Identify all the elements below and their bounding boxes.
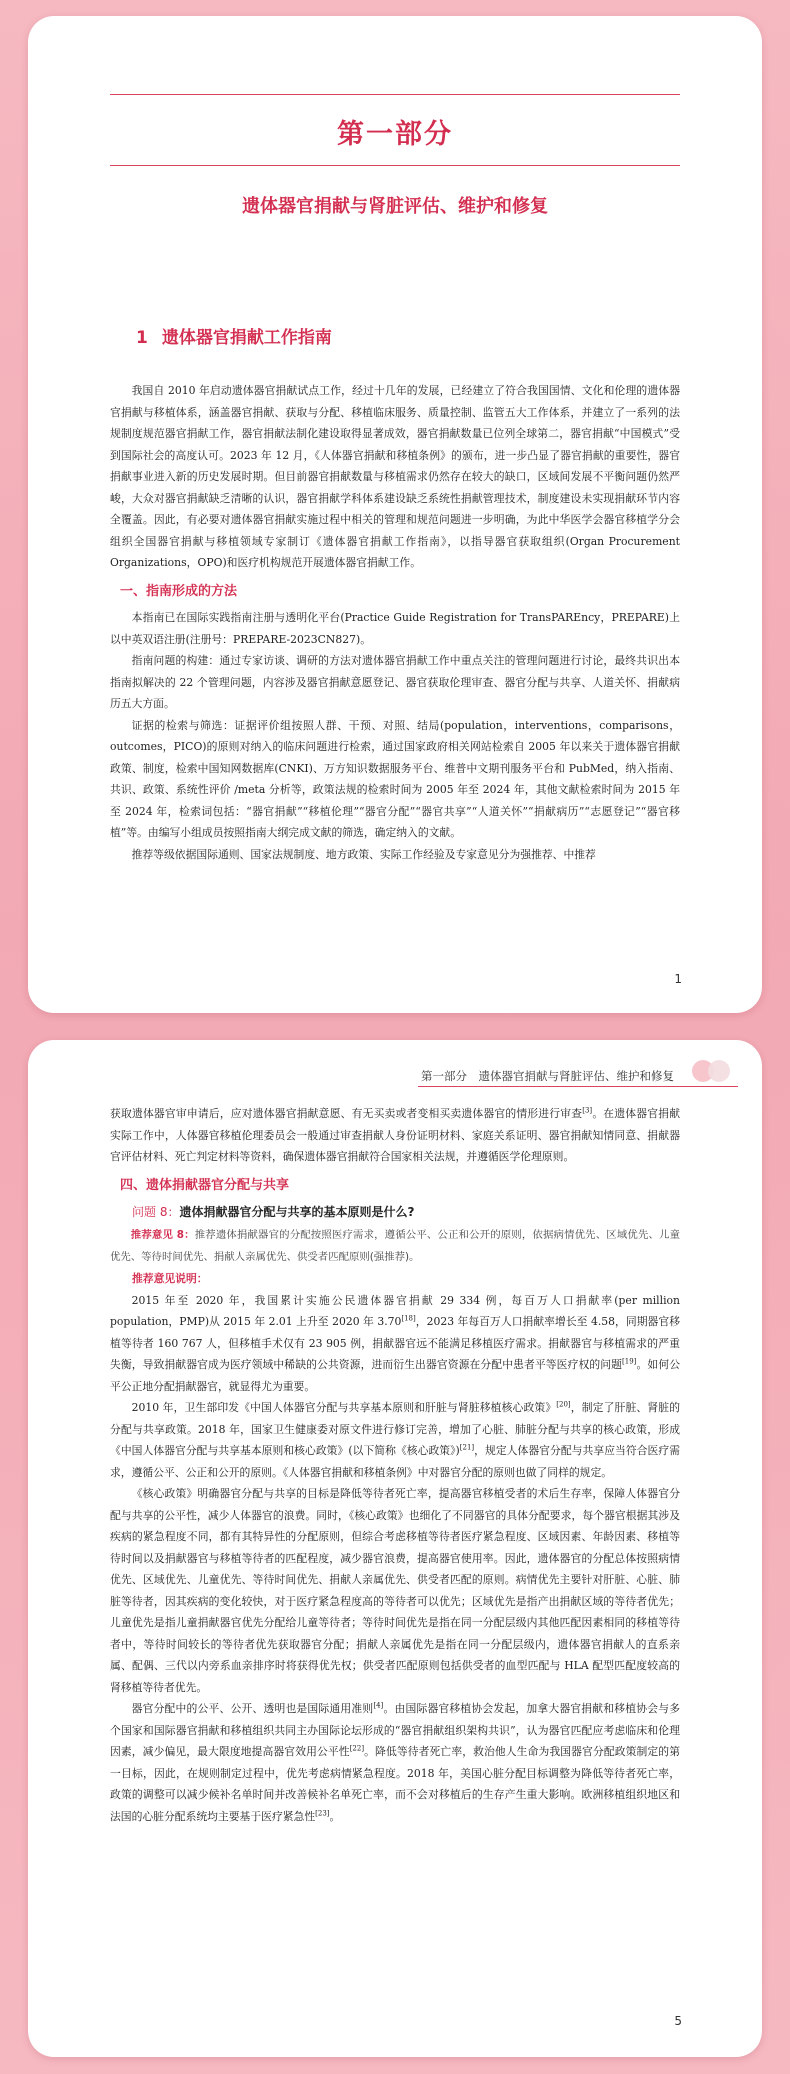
- continued-paragraph: 获取遗体器官审申请后，应对遗体器官捐献意愿、有无买卖或者变相买卖遗体器官的情形进行审查[3]。在遗体器官捐献实际工作中，人体器官移植伦理委员会一般通过审查捐献人身份证明材料、家庭关系证明、器官捐献知情同意、捐献器官评估材料、死亡判定材料等资料，确保遗体器官捐献符合国家相关法规，并遵循医学伦理原则。: [110, 1106, 680, 1163]
- chapter-title-text: 遗体器官捐献工作指南: [161, 328, 332, 348]
- section-heading-allocation: 四、遗体捐献器官分配与共享: [120, 1177, 290, 1193]
- page1-body: [110, 380, 680, 865]
- chapter-number: 1: [136, 328, 148, 348]
- body-paragraph: 本指南已在国际实践指南注册与透明化平台(Practice Guide Registration for TransPAREncy，PREPARE)上以中英双语注册(注册号：PREPARE-2023CN827)。: [110, 611, 680, 646]
- question-prefix: 问题 8：: [132, 1205, 180, 1219]
- part-subtitle: 遗体器官捐献与肾脏评估、维护和修复: [242, 196, 548, 217]
- recommendation: [110, 1225, 680, 1268]
- section-heading-methods: 一、指南形成的方法: [120, 583, 238, 599]
- part-title: 第一部分: [337, 119, 453, 150]
- question-heading: [110, 1201, 680, 1223]
- document-page-2: [28, 1040, 762, 2057]
- citation: [22]: [349, 1744, 365, 1753]
- citation: [23]: [315, 1808, 330, 1817]
- chapter-title: [136, 323, 332, 348]
- body-paragraph: 2010 年，卫生部印发《中国人体器官分配与共享基本原则和肝脏与肾脏移植核心政策》[20]，制定了肝脏、肾脏的分配与共享政策。2018 年，国家卫生健康委对原文件进行修订完善，增加了心脏、肺脏分配与共享的核心政策，形成《中国人体器官分配与共享基本原则和核心政策》(以下简称《核心政策》)[21]，规定人体器官分配与共享应当符合医疗需求，遵循公平、公正和公开的原则。《人体器官捐献和移植条例》中对器官分配的原则也做了同样的规定。: [110, 1400, 681, 1479]
- header-decoration-circles: [692, 1060, 742, 1086]
- title-bottom-rule: [110, 165, 680, 166]
- recommendation-text: 推荐遗体捐献器官的分配按照医疗需求，遵循公平、公正和公开的原则，依据病情优先、区域优先、儿童优先、等待时间优先、捐献人亲属优先、供受者匹配原则(强推荐)。: [110, 1229, 680, 1263]
- running-head-rule: [418, 1086, 738, 1087]
- title-top-rule: [110, 94, 680, 95]
- document-page-1: [28, 16, 762, 1013]
- citation: [4]: [373, 1701, 384, 1710]
- recommendation-explanation-label: 推荐意见说明：: [132, 1272, 208, 1285]
- citation: [19]: [622, 1357, 637, 1366]
- body-paragraph: 《核心政策》明确器官分配与共享的目标是降低等待者死亡率，提高器官移植受者的术后生存率，保障人体器官分配与共享的公平性，减少人体器官的浪费。同时，《核心政策》也细化了不同器官的具体分配要求，每个器官根据其涉及疾病的紧急程度不同，都有其特异性的分配原则，但综合考虑移植等待者医疗紧急程度、区域因素、年龄因素、移植等待时间以及捐献器官与移植等待者的匹配程度，减少器官浪费，提高器官使用率。因此，遗体器官的分配总体按照病情优先、区域优先、儿童优先、等待时间优先、捐献人亲属优先、供受者匹配的原则。病情优先主要针对肝脏、心脏、肺脏等待者，因其疾病的变化较快，对于医疗紧急程度高的等待者可以优先；区域优先是指产出捐献区域的等待者优先；儿童优先是指儿童捐献器官优先分配给儿童等待者；等待时间优先是指在同一分配层级内其他匹配因素相同的移植等待者中，等待时间较长的等待者优先获取器官分配；捐献人亲属优先是指在同一分配层级内，遗体器官捐献人的直系亲属、配偶、三代以内旁系血亲排序时将获得优先权；供受者匹配原则包括供受者的血型匹配与 HLA 配型匹配度较高的肾移植等待者优先。: [110, 1487, 680, 1694]
- intro-paragraph: 我国自 2010 年启动遗体器官捐献试点工作，经过十几年的发展，已经建立了符合我国国情、文化和伦理的遗体器官捐献与移植体系，涵盖器官捐献、获取与分配、移植临床服务、质量控制、监管五大工作体系，并建立了一系列的法规制度规范器官捐献工作，器官捐献法制化建设取得显著成效，器官捐献数量已位列全球第二，器官捐献“中国模式”受到国际社会的高度认可。2023 年 12 月，《人体器官捐献和移植条例》的颁布，进一步凸显了器官捐献的重要性，器官捐献事业进入新的历史发展时期。但目前器官捐献数量与移植需求仍然存在较大的缺口，区域间发展不平衡问题仍然严峻，大众对器官捐献缺乏清晰的认识，器官捐献学科体系建设缺乏系统性捐献管理技术，制度建设未实现捐献环节内容全覆盖。因此，有必要对遗体器官捐献实施过程中相关的管理和规范问题进一步明确，为此中华医学会器官移植学分会组织全国器官捐献与移植领域专家制订《遗体器官捐献工作指南》，以指导器官获取组织(Organ Procurement Organizations，OPO)和医疗机构规范开展遗体器官捐献工作。: [110, 384, 680, 569]
- page-number: 1: [674, 972, 682, 986]
- question-text: 遗体捐献器官分配与共享的基本原则是什么?: [179, 1205, 415, 1219]
- recommendation-label: 推荐意见 8：: [130, 1229, 195, 1241]
- citation: [18]: [401, 1314, 416, 1323]
- body-paragraph: 器官分配中的公平、公开、透明也是国际通用准则[4]。由国际器官移植协会发起，加拿大器官捐献和移植协会与多个国家和国际器官捐献和移植组织共同主办国际论坛形成的“器官捐献组织架构共识”，认为器官匹配应考虑临床和伦理因素，减少偏见，最大限度地提高器官效用公平性[22]。降低等待者死亡率，救治他人生命为我国器官分配政策制定的第一目标，因此，在规则制定过程中，优先考虑病情紧急程度。2018 年，美国心脏分配目标调整为降低等待者死亡率，政策的调整可以减少候补名单时间并改善候补名单死亡率，而不会对移植后的生存产生重大影响。欧洲移植组织地区和法国的心脏分配系统均主要基于医疗紧急性[23]。: [110, 1701, 681, 1823]
- body-paragraph: 证据的检索与筛选：证据评价组按照人群、干预、对照、结局(population，interventions，comparisons，outcomes，PICO)的原则对纳入的临床问题进行检索，通过国家政府相关网站检索自 2005 年以来关于遗体器官捐献政策、制度，检索中国知网数据库(CNKI)、万方知识数据服务平台、维普中文期刊服务平台和 PubMed，纳入指南、共识、政策、系统性评价 /meta 分析等，政策法规的检索时间为 2005 年至 2024 年，其他文献检索时间为 2015 年至 2024 年，检索词包括：“器官捐献”“移植伦理”“器官分配”“器官共享”“人道关怀”“捐献病历”“志愿登记”“器官移植”等。由编写小组成员按照指南大纲完成文献的筛选，确定纳入的文献。: [110, 718, 680, 839]
- citation: [20]: [556, 1400, 571, 1409]
- citation: [3]: [582, 1106, 593, 1115]
- body-paragraph: 推荐等级依据国际通则、国家法规制度、地方政策、实际工作经验及专家意见分为强推荐、中推荐: [131, 847, 596, 861]
- page2-body: [110, 1103, 680, 1827]
- citation: [21]: [459, 1443, 475, 1452]
- running-head-text: 第一部分 遗体器官捐献与肾脏评估、维护和修复: [421, 1069, 674, 1083]
- body-paragraph: 2015 年至 2020 年，我国累计实施公民遗体器官捐献 29 334 例，每百万人口捐献率(per million population，PMP)从 2015 年 2.01 上升至 2020 年 3.70[18]，2023 年每百万人口捐献率增长至 4.58，同期器官移植等待者 160 767 人，但移植手术仅有 23 905 例，捐献器官远不能满足移植医疗需求。捐献器官与移植需求的严重失衡，导致捐献器官成为医疗领域中稀缺的公共资源，进而衍生出器官资源在分配中患者平等医疗权的问题[19]。如何公平公正地分配捐献器官，就显得尤为重要。: [110, 1293, 680, 1393]
- page-number: 5: [674, 2014, 682, 2028]
- body-paragraph: 指南问题的构建：通过专家访谈、调研的方法对遗体器官捐献工作中重点关注的管理问题进行讨论，最终共识出本指南拟解决的 22 个管理问题，内容涉及器官捐献意愿登记、器官获取伦理审查、器官分配与共享、人道关怀、捐献病历五大方面。: [110, 654, 680, 710]
